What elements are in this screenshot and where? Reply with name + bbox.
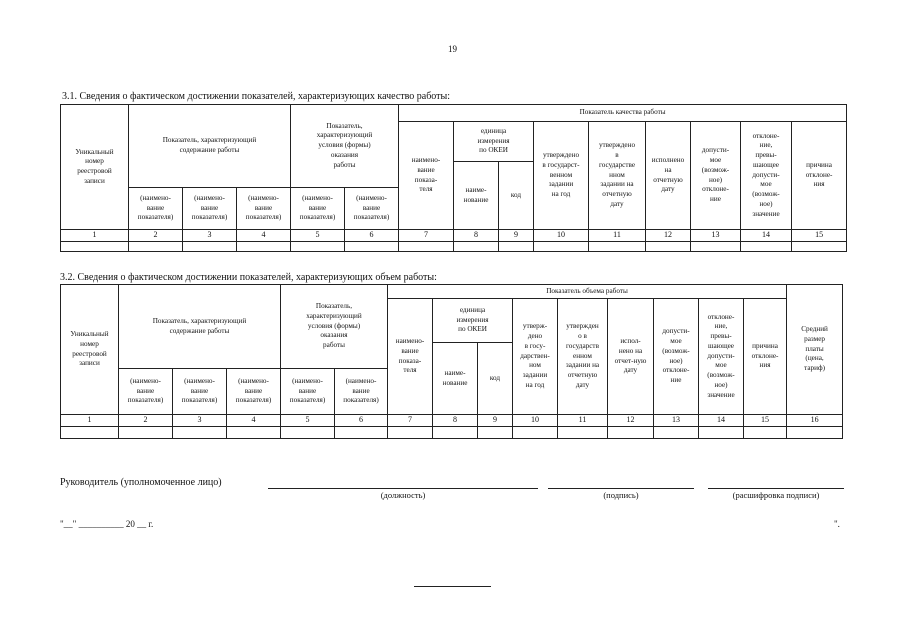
col-deviation-reason: причина отклоне- ния bbox=[792, 122, 847, 230]
column-number: 4 bbox=[227, 415, 281, 427]
section-3-1-title: 3.1. Сведения о фактическом достижении показателей, характеризующих качество работы: bbox=[62, 91, 451, 102]
column-number: 13 bbox=[654, 415, 699, 427]
footnote-separator bbox=[414, 586, 491, 587]
column-number: 10 bbox=[513, 415, 558, 427]
col-exceeding-deviation: отклоне- ние, превы- шающее допусти- мое (возмож- ное) значение bbox=[699, 299, 744, 415]
column-number: 8 bbox=[454, 230, 499, 242]
column-number: 8 bbox=[433, 415, 478, 427]
sub-indicator-name: (наимено- вание показателя) bbox=[129, 188, 183, 230]
column-number: 1 bbox=[61, 230, 129, 242]
column-number: 6 bbox=[335, 415, 388, 427]
volume-group-header: Показатель объема работы bbox=[388, 285, 787, 299]
col-unit-name: наиме- нование bbox=[454, 162, 499, 230]
sub-indicator-name: (наимено- вание показателя) bbox=[291, 188, 345, 230]
col-unit-code: код bbox=[478, 343, 513, 415]
col-unique-record: Уникальный номер реестровой записи bbox=[61, 285, 119, 415]
empty-data-row bbox=[61, 426, 843, 438]
column-number: 7 bbox=[388, 415, 433, 427]
sub-indicator-name: (наимено- вание показателя) bbox=[281, 369, 335, 415]
column-number: 12 bbox=[646, 230, 691, 242]
sub-indicator-name: (наимено- вание показателя) bbox=[345, 188, 399, 230]
col-allowed-deviation: допусти- мое (возмож- ное) отклоне- ние bbox=[654, 299, 699, 415]
column-number: 13 bbox=[691, 230, 741, 242]
col-allowed-deviation: допусти- мое (возмож- ное) отклоне- ние bbox=[691, 122, 741, 230]
signature-caption: (подпись) bbox=[603, 490, 639, 500]
column-number: 14 bbox=[741, 230, 792, 242]
column-number: 2 bbox=[119, 415, 173, 427]
column-number: 3 bbox=[173, 415, 227, 427]
column-number: 5 bbox=[281, 415, 335, 427]
col-unit-okei: единица измерения по ОКЕИ bbox=[454, 122, 534, 162]
column-number: 11 bbox=[589, 230, 646, 242]
column-number: 4 bbox=[237, 230, 291, 242]
decoding-line bbox=[708, 488, 844, 489]
col-approved-year: утверж- дено в госу- дарствен- ном задании на год bbox=[513, 299, 558, 415]
column-number: 5 bbox=[291, 230, 345, 242]
col-unit-name: наиме- нование bbox=[433, 343, 478, 415]
sub-indicator-name: (наимено- вание показателя) bbox=[237, 188, 291, 230]
col-conditions-indicator: Показатель, характеризующий условия (формы) оказания работы bbox=[281, 285, 388, 369]
quality-indicators-table bbox=[60, 104, 847, 252]
column-number: 15 bbox=[792, 230, 847, 242]
col-unit-code: код bbox=[499, 162, 534, 230]
column-number: 3 bbox=[183, 230, 237, 242]
col-indicator-name: наимено- вание показа- теля bbox=[388, 299, 433, 415]
sub-indicator-name: (наимено- вание показателя) bbox=[173, 369, 227, 415]
page-number: 19 bbox=[448, 44, 457, 54]
column-number: 16 bbox=[787, 415, 843, 427]
position-line bbox=[268, 488, 538, 489]
col-executed-date: исполнено на отчетную дату bbox=[646, 122, 691, 230]
col-approved-date: утверждено в государстве нном задании на отчетную дату bbox=[589, 122, 646, 230]
signature-line bbox=[548, 488, 694, 489]
volume-indicators-table bbox=[60, 284, 843, 439]
col-exceeding-deviation: отклоне- ние, превы- шающее допусти- мое (возмож- ное) значение bbox=[741, 122, 792, 230]
head-label: Руководитель (уполномоченное лицо) bbox=[60, 477, 222, 488]
col-content-indicator: Показатель, характеризующий содержание работы bbox=[129, 105, 291, 188]
column-number: 6 bbox=[345, 230, 399, 242]
col-unit-okei: единица измерения по ОКЕИ bbox=[433, 299, 513, 343]
closing-quote: ". bbox=[834, 519, 840, 529]
col-indicator-name: наимено- вание показа- теля bbox=[399, 122, 454, 230]
column-number: 9 bbox=[478, 415, 513, 427]
sub-indicator-name: (наимено- вание показателя) bbox=[183, 188, 237, 230]
decoding-caption: (расшифровка подписи) bbox=[732, 490, 820, 500]
sub-indicator-name: (наимено- вание показателя) bbox=[119, 369, 173, 415]
col-average-fee: Средний размер платы (цена, тариф) bbox=[787, 285, 843, 415]
col-content-indicator: Показатель, характеризующий содержание работы bbox=[119, 285, 281, 369]
section-3-2-title: 3.2. Сведения о фактическом достижении показателей, характеризующих объем работы: bbox=[60, 272, 437, 283]
quality-group-header: Показатель качества работы bbox=[399, 105, 847, 122]
col-deviation-reason: причина отклоне- ния bbox=[744, 299, 787, 415]
col-executed-date: испол- нено на отчет-ную дату bbox=[608, 299, 654, 415]
col-unique-record: Уникальный номер реестровой записи bbox=[61, 105, 129, 230]
column-number: 10 bbox=[534, 230, 589, 242]
column-number: 2 bbox=[129, 230, 183, 242]
column-number: 9 bbox=[499, 230, 534, 242]
col-approved-year: утверждено в государст- венном задании на год bbox=[534, 122, 589, 230]
column-number: 15 bbox=[744, 415, 787, 427]
col-approved-date: утвержден о в государств енном задании на отчетную дату bbox=[558, 299, 608, 415]
sub-indicator-name: (наимено- вание показателя) bbox=[335, 369, 388, 415]
col-conditions-indicator: Показатель, характеризующий условия (формы) оказания работы bbox=[291, 105, 399, 188]
empty-data-row bbox=[61, 241, 847, 251]
column-number: 7 bbox=[399, 230, 454, 242]
date-line: "__" __________ 20 __ г. bbox=[60, 519, 154, 529]
sub-indicator-name: (наимено- вание показателя) bbox=[227, 369, 281, 415]
column-number: 1 bbox=[61, 415, 119, 427]
position-caption: (должность) bbox=[380, 490, 426, 500]
column-number: 12 bbox=[608, 415, 654, 427]
column-number: 14 bbox=[699, 415, 744, 427]
column-number: 11 bbox=[558, 415, 608, 427]
